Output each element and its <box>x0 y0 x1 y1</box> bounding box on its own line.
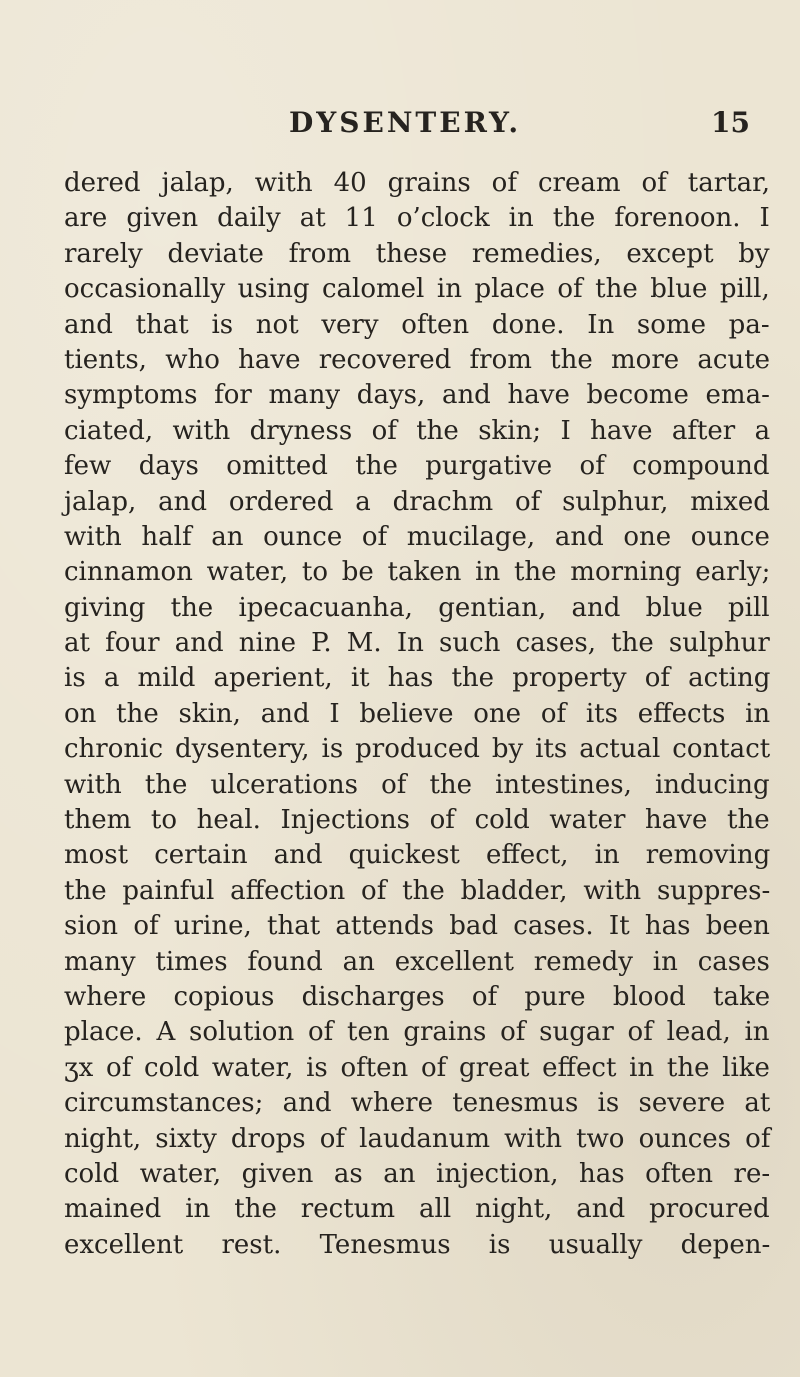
text-line: ciated, with dryness of the skin; I have after a <box>64 415 771 446</box>
text-line: at four and nine P. M. In such cases, the sulphur <box>64 628 770 659</box>
text-line: are given daily at 11 o’clock in the forenoon. I <box>64 203 770 234</box>
text-line: cinnamon water, to be taken in the morning early; <box>64 557 771 588</box>
text-line: many times found an excellent remedy in cases <box>64 946 770 977</box>
text-line: place. A solution of ten grains of sugar of lead, in <box>64 1017 770 1048</box>
text-line: giving the ipecacuanha, gentian, and blue pill <box>64 592 770 623</box>
text-line: and that is not very often done. In some pa- <box>64 309 770 340</box>
text-line: them to heal. Injections of cold water have the <box>64 805 770 836</box>
text-line: night, sixty drops of laudanum with two ounces of <box>64 1123 771 1154</box>
text-line: chronic dysentery, is produced by its actual contact <box>64 734 771 765</box>
text-line: with half an ounce of mucilage, and one ounce <box>64 521 770 552</box>
text-line: excellent rest. Tenesmus is usually depen- <box>64 1229 771 1260</box>
text-line: where copious discharges of pure blood take <box>64 981 771 1012</box>
text-line: symptoms for many days, and have become ema- <box>64 380 770 411</box>
text-line: is a mild aperient, it has the property of acting <box>64 663 771 694</box>
text-line: tients, who have recovered from the more acute <box>64 344 771 375</box>
text-line: on the skin, and I believe one of its effects in <box>64 698 771 729</box>
text-line: dered jalap, with 40 grains of cream of tartar, <box>64 168 770 198</box>
text-line: most certain and quickest effect, in removing <box>64 840 771 871</box>
text-line: ʒx of cold water, is often of great effect in the like <box>64 1052 770 1083</box>
running-title: DYSENTERY. <box>289 106 522 139</box>
text-line: circumstances; and where tenesmus is severe at <box>64 1088 771 1119</box>
text-line: occasionally using calomel in place of the blue pill, <box>64 274 770 305</box>
text-line: cold water, given as an injection, has often re- <box>64 1158 771 1189</box>
text-line: with the ulcerations of the intestines, inducing <box>64 769 770 800</box>
running-head <box>60 106 760 146</box>
text-line: sion of urine, that attends bad cases. It has been <box>64 911 770 942</box>
page-number: 15 <box>711 106 750 139</box>
text-line: mained in the rectum all night, and procured <box>64 1194 770 1225</box>
body-text <box>64 166 770 1263</box>
text-line: rarely deviate from these remedies, except by <box>64 238 770 269</box>
text-line: few days omitted the purgative of compound <box>64 451 770 482</box>
text-line: jalap, and ordered a drachm of sulphur, mixed <box>64 486 770 517</box>
text-line: the painful affection of the bladder, with suppres- <box>64 875 771 906</box>
